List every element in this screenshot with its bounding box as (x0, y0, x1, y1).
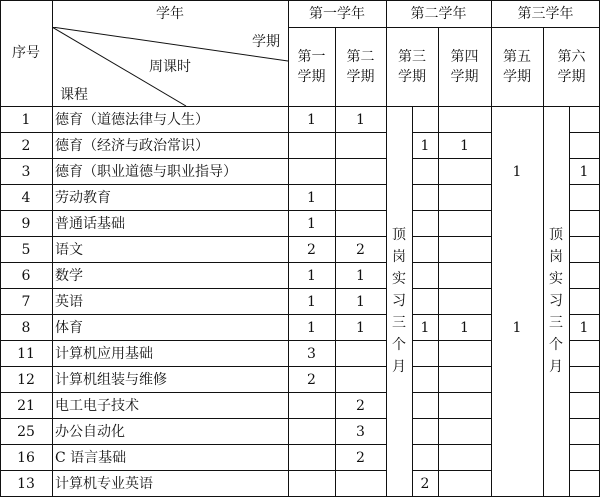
internship-char: 月 (392, 359, 406, 375)
hours-semester-1: 1 (307, 111, 316, 128)
hours-semester-1 (288, 133, 335, 158)
course-name: 普通话基础 (55, 215, 125, 232)
hours-semester-4 (438, 107, 491, 132)
header-semester-1 (288, 27, 335, 106)
hours-semester-5: 1 (512, 163, 522, 180)
hours-semester-5 (491, 471, 543, 496)
hours-semester-2: 3 (356, 423, 365, 440)
course-name: 语文 (55, 241, 83, 258)
hours-semester-5 (491, 107, 543, 132)
semester-6-line1: 第六 (557, 48, 586, 65)
hours-semester-2 (335, 367, 386, 392)
header-semester-2 (335, 27, 386, 106)
internship-char: 月 (549, 359, 563, 375)
course-name: 劳动教育 (55, 189, 111, 206)
hours-semester-5 (491, 445, 543, 470)
course-name: 英语 (55, 293, 83, 310)
hours-semester-6 (569, 341, 599, 366)
hours-semester-1: 1 (307, 189, 316, 206)
hours-semester-2: 2 (356, 397, 365, 414)
seq-col-rule (52, 0, 53, 497)
semester-3-line2: 学期 (398, 68, 426, 85)
row-number: 9 (21, 215, 31, 232)
hours-semester-5 (491, 393, 543, 418)
year-col-rule (386, 0, 387, 497)
internship-char: 顶 (392, 227, 406, 243)
hours-semester-1 (288, 393, 335, 418)
hours-semester-4 (438, 159, 491, 184)
hours-semester-4 (438, 185, 491, 210)
internship-semester-3 (386, 106, 412, 496)
internship-char: 三 (549, 315, 563, 331)
course-name: 计算机组装与维修 (55, 371, 167, 388)
course-name: 德育（道德法律与人生） (55, 111, 209, 128)
row-number: 5 (21, 241, 31, 258)
hours-semester-4 (438, 393, 491, 418)
semester-2-line1: 第二 (346, 48, 375, 65)
hours-semester-4 (438, 263, 491, 288)
hours-semester-2: 1 (356, 293, 365, 310)
course-name: 计算机应用基础 (55, 345, 153, 362)
hours-semester-2 (335, 185, 386, 210)
hours-semester-6 (569, 263, 599, 288)
internship-char: 个 (549, 337, 563, 353)
hours-semester-6 (569, 445, 599, 470)
hours-semester-4 (438, 289, 491, 314)
hours-semester-1: 2 (307, 241, 316, 258)
hours-semester-6 (569, 211, 599, 236)
hours-semester-2 (335, 341, 386, 366)
row-number: 16 (17, 449, 35, 466)
row-number: 2 (21, 137, 31, 154)
hours-semester-4 (438, 471, 491, 496)
course-name: 电工电子技术 (55, 397, 139, 414)
hours-semester-2: 1 (356, 111, 365, 128)
internship-char: 习 (549, 293, 563, 309)
row-number: 4 (21, 189, 31, 206)
header-year-2: 第二学年 (410, 5, 467, 22)
internship-col-rule (412, 106, 413, 497)
semester-4-line2: 学期 (450, 68, 479, 85)
hours-semester-4 (438, 367, 491, 392)
course-name: 体育 (55, 319, 83, 336)
header-semester-6 (543, 27, 600, 106)
semester-5-line1: 第五 (503, 48, 531, 65)
header-year-group: 学年 (156, 5, 184, 22)
hours-semester-4: 1 (460, 319, 469, 336)
hours-semester-6 (569, 185, 599, 210)
internship-char: 实 (392, 271, 406, 287)
semester-4-line1: 第四 (450, 48, 479, 65)
semester-3-line1: 第三 (398, 48, 426, 65)
hours-semester-1 (288, 419, 335, 444)
hours-semester-1 (288, 471, 335, 496)
hours-semester-2 (335, 471, 386, 496)
internship-semester-6 (543, 106, 569, 496)
hours-semester-2 (335, 211, 386, 236)
hours-semester-3: 1 (420, 319, 430, 336)
hours-semester-6 (569, 367, 599, 392)
hours-semester-5 (491, 133, 543, 158)
header-seq: 序号 (12, 45, 40, 61)
course-name: 德育（经济与政治常识） (55, 137, 209, 154)
internship-char: 三 (392, 315, 406, 331)
hours-semester-2: 1 (356, 319, 365, 336)
hours-semester-6 (569, 133, 599, 158)
hours-semester-5 (491, 419, 543, 444)
hours-semester-2 (335, 159, 386, 184)
hours-semester-1: 1 (307, 293, 316, 310)
header-semester-4 (438, 27, 491, 106)
hours-semester-1 (288, 445, 335, 470)
hours-semester-5 (491, 185, 543, 210)
semester-5-line2: 学期 (503, 68, 531, 85)
row-number: 13 (17, 475, 35, 492)
header-semester-label: 学期 (252, 34, 280, 50)
internship-char: 习 (392, 293, 406, 309)
table-top-border (0, 0, 600, 1)
hours-semester-2 (335, 133, 386, 158)
course-name: 德育（职业道德与职业指导） (55, 163, 237, 180)
hours-semester-5 (491, 367, 543, 392)
row-number: 7 (21, 293, 31, 310)
hours-semester-1: 2 (307, 371, 316, 388)
hours-semester-1: 1 (307, 319, 316, 336)
hours-semester-6: 1 (579, 163, 589, 180)
course-name: C 语言基础 (55, 449, 127, 466)
hours-semester-1: 3 (307, 345, 316, 362)
hours-semester-1: 1 (307, 215, 316, 232)
semester-1-line2: 学期 (297, 68, 326, 85)
hours-semester-4 (438, 419, 491, 444)
semester-col-rule (543, 27, 544, 497)
hours-semester-3: 1 (420, 137, 430, 154)
semester-1-line1: 第一 (297, 48, 326, 65)
hours-semester-4: 1 (460, 137, 469, 154)
hours-semester-1 (288, 159, 335, 184)
internship-char: 个 (392, 337, 406, 353)
row-number: 21 (17, 397, 35, 414)
hours-semester-6 (569, 419, 599, 444)
row-number: 8 (21, 319, 31, 336)
table-bottom-border (0, 496, 600, 497)
hours-semester-6 (569, 107, 599, 132)
hours-semester-6 (569, 289, 599, 314)
row-number: 6 (21, 267, 31, 284)
internship-char: 岗 (392, 249, 406, 265)
hours-semester-6 (569, 471, 599, 496)
row-number: 11 (17, 345, 35, 362)
course-name: 计算机专业英语 (55, 475, 153, 492)
hours-semester-4 (438, 445, 491, 470)
hours-semester-2: 2 (356, 241, 365, 258)
internship-char: 顶 (549, 227, 563, 243)
semester-2-line2: 学期 (346, 68, 375, 85)
hours-semester-4 (438, 211, 491, 236)
row-number: 3 (21, 163, 31, 180)
header-semester-5 (491, 27, 543, 106)
row-number: 12 (17, 371, 35, 388)
hours-semester-6: 1 (579, 319, 589, 336)
course-name: 办公自动化 (55, 423, 125, 440)
row-number: 1 (21, 111, 31, 128)
semester-6-line2: 学期 (557, 68, 586, 85)
hours-semester-5 (491, 263, 543, 288)
header-year-3: 第三学年 (517, 5, 574, 22)
hours-semester-2: 1 (356, 267, 365, 284)
hours-semester-4 (438, 237, 491, 262)
internship-char: 岗 (549, 249, 563, 265)
header-course-label: 课程 (60, 87, 88, 103)
header-semester-3 (386, 27, 438, 106)
header-year-1: 第一学年 (309, 5, 365, 22)
hours-semester-4 (438, 341, 491, 366)
hours-semester-6 (569, 393, 599, 418)
internship-char: 实 (549, 271, 563, 287)
hours-semester-1: 1 (307, 267, 316, 284)
hours-semester-5 (491, 237, 543, 262)
hours-semester-5: 1 (512, 319, 522, 336)
row-number: 25 (17, 423, 35, 440)
course-name: 数学 (55, 267, 83, 284)
hours-semester-5 (491, 289, 543, 314)
hours-semester-5 (491, 211, 543, 236)
hours-semester-3: 2 (420, 475, 430, 492)
header-hours-label: 周课时 (149, 59, 191, 75)
hours-semester-5 (491, 341, 543, 366)
hours-semester-2: 2 (356, 449, 365, 466)
hours-semester-6 (569, 237, 599, 262)
